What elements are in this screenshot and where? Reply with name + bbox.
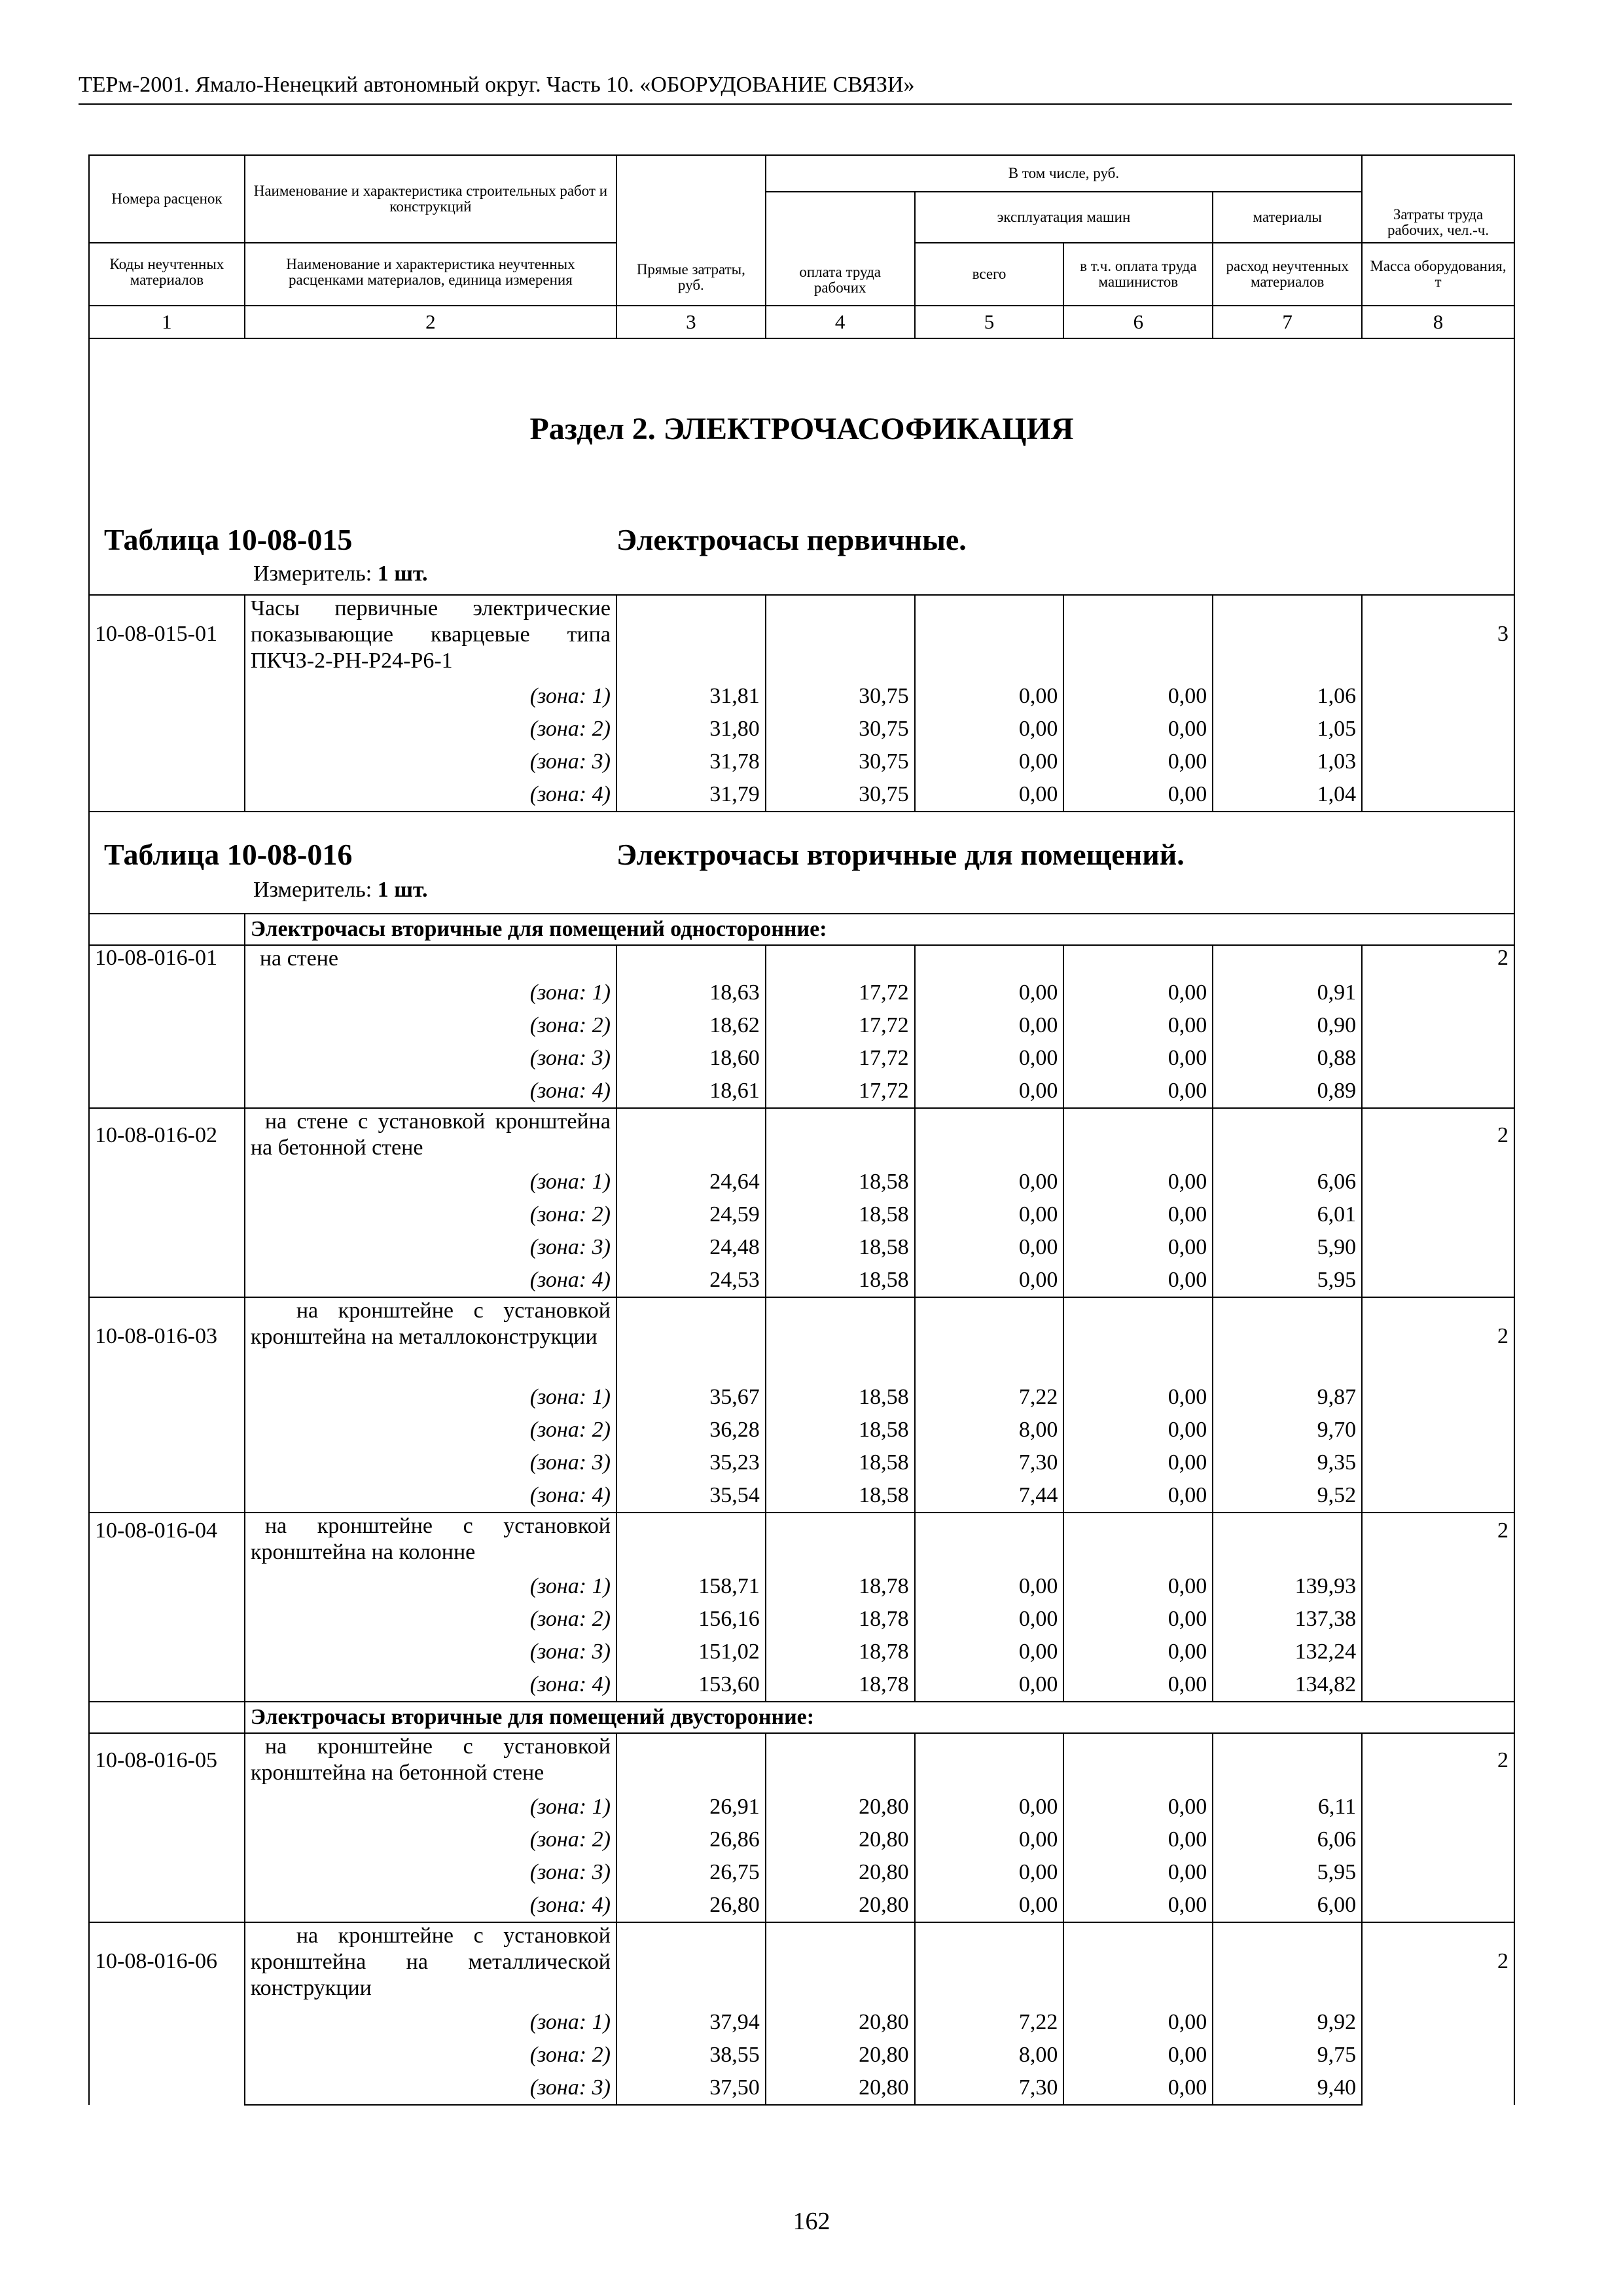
cell-c5: 0,00	[915, 1791, 1064, 1823]
table-name: Электрочасы вторичные для помещений.	[616, 838, 1185, 871]
cell-c3: 18,63	[616, 977, 766, 1009]
cell-c3: 26,86	[616, 1823, 766, 1856]
head-c2b: Наименование и характеристика неучтенных расценками материалов, единица измерения	[245, 243, 616, 306]
cell-c6: 0,00	[1063, 2072, 1213, 2105]
cell-c6: 0,00	[1063, 1446, 1213, 1479]
cell-c5: 7,22	[915, 1381, 1064, 1414]
head-c6: в т.ч. оплата труда машинистов	[1063, 243, 1213, 306]
cell-c5: 7,30	[915, 1446, 1064, 1479]
zone-label: (зона: 3)	[245, 745, 616, 778]
meter: Измеритель: 1 шт.	[253, 878, 428, 902]
zone-label: (зона: 2)	[245, 1823, 616, 1856]
cell-c7: 9,87	[1213, 1381, 1362, 1414]
meter: Измеритель: 1 шт.	[253, 562, 428, 586]
cell-c6: 0,00	[1063, 1889, 1213, 1922]
zone-label: (зона: 4)	[245, 778, 616, 812]
section-block	[89, 338, 1514, 595]
cell-c7: 9,92	[1213, 2006, 1362, 2039]
zone-label: (зона: 1)	[245, 680, 616, 713]
cell-c3: 156,16	[616, 1603, 766, 1636]
cell-c4: 18,58	[766, 1446, 915, 1479]
cell-c5: 0,00	[915, 1231, 1064, 1264]
cell-c6: 0,00	[1063, 1856, 1213, 1889]
zone-label: (зона: 2)	[245, 1414, 616, 1446]
rate-code: 10-08-016-05	[89, 1733, 245, 1922]
cell-c6: 0,00	[1063, 1636, 1213, 1668]
cell-c3: 26,80	[616, 1889, 766, 1922]
cell-c4: 20,80	[766, 1889, 915, 1922]
cell-c5: 0,00	[915, 1570, 1064, 1603]
cell-c3: 35,54	[616, 1479, 766, 1513]
cell-c5: 7,22	[915, 2006, 1064, 2039]
rate-mass: 2	[1362, 1513, 1514, 1702]
cell-c4: 17,72	[766, 1075, 915, 1108]
rate-code: 10-08-016-06	[89, 1922, 245, 2105]
cell-c5: 0,00	[915, 745, 1064, 778]
cell-c5: 7,30	[915, 2072, 1064, 2105]
cell-c7: 0,91	[1213, 977, 1362, 1009]
zone-label: (зона: 3)	[245, 1856, 616, 1889]
cell-c5: 0,00	[915, 1042, 1064, 1075]
head-c1b: Коды неучтенных материалов	[89, 243, 245, 306]
zone-label: (зона: 1)	[245, 977, 616, 1009]
rate-code: 10-08-016-04	[89, 1513, 245, 1702]
cell-c3: 18,62	[616, 1009, 766, 1042]
page-number: 162	[793, 2208, 830, 2235]
col-num: 7	[1213, 306, 1362, 338]
cell-c4: 30,75	[766, 778, 915, 812]
cell-c5: 0,00	[915, 1668, 1064, 1702]
cell-c5: 0,00	[915, 977, 1064, 1009]
cell-c5: 0,00	[915, 1264, 1064, 1297]
col-num: 6	[1063, 306, 1213, 338]
cell-c4: 18,58	[766, 1414, 915, 1446]
head-c2a: Наименование и характеристика строительных работ и конструкций	[245, 155, 616, 243]
cell-c4: 18,58	[766, 1166, 915, 1198]
cell-c5: 0,00	[915, 1166, 1064, 1198]
zone-label: (зона: 4)	[245, 1479, 616, 1513]
page-header: ТЕРм-2001. Ямало-Ненецкий автономный округ. Часть 10. «ОБОРУДОВАНИЕ СВЯЗИ»	[79, 71, 1512, 105]
cell-c6: 0,00	[1063, 1198, 1213, 1231]
cell-c3: 31,78	[616, 745, 766, 778]
cell-c6: 0,00	[1063, 1791, 1213, 1823]
rate-mass: 3	[1362, 595, 1514, 812]
cell-c7: 0,90	[1213, 1009, 1362, 1042]
head-c1a: Номера расценок	[89, 155, 245, 243]
rate-desc: Часы первичные электрические показывающие кварцевые типа ПКЧЗ-2-РН-Р24-Р6-1	[245, 595, 616, 680]
cell-c7: 5,95	[1213, 1856, 1362, 1889]
rates-table	[88, 154, 1515, 2106]
cell-c4: 30,75	[766, 680, 915, 713]
cell-c3: 18,61	[616, 1075, 766, 1108]
head-c8b: Масса оборудования, т	[1362, 243, 1514, 306]
cell-c4: 17,72	[766, 977, 915, 1009]
rate-desc: на кронштейне с установкой кронштейна на металлоконструкции	[245, 1297, 616, 1381]
cell-c3: 153,60	[616, 1668, 766, 1702]
cell-c4: 18,78	[766, 1636, 915, 1668]
col-num: 1	[89, 306, 245, 338]
cell-c3: 38,55	[616, 2039, 766, 2072]
cell-c5: 0,00	[915, 1823, 1064, 1856]
rate-desc: на стене	[245, 945, 616, 977]
cell-c6: 0,00	[1063, 1823, 1213, 1856]
cell-c5: 8,00	[915, 1414, 1064, 1446]
cell-c7: 0,88	[1213, 1042, 1362, 1075]
cell-c4: 20,80	[766, 1856, 915, 1889]
cell-c6: 0,00	[1063, 2006, 1213, 2039]
zone-label: (зона: 4)	[245, 1075, 616, 1108]
section-title: Раздел 2. ЭЛЕКТРОЧАСОФИКАЦИЯ	[529, 412, 1074, 446]
cell-c4: 18,58	[766, 1264, 915, 1297]
cell-c7: 9,75	[1213, 2039, 1362, 2072]
cell-c6: 0,00	[1063, 1603, 1213, 1636]
cell-c5: 0,00	[915, 680, 1064, 713]
cell-c3: 31,80	[616, 713, 766, 745]
cell-c6: 0,00	[1063, 680, 1213, 713]
cell-c5: 0,00	[915, 778, 1064, 812]
rate-mass: 2	[1362, 1297, 1514, 1513]
cell-c4: 20,80	[766, 2039, 915, 2072]
zone-label: (зона: 4)	[245, 1889, 616, 1922]
cell-c6: 0,00	[1063, 1042, 1213, 1075]
cell-c6: 0,00	[1063, 778, 1213, 812]
cell-c6: 0,00	[1063, 1414, 1213, 1446]
cell-c7: 6,11	[1213, 1791, 1362, 1823]
col-num: 4	[766, 306, 915, 338]
cell-c6: 0,00	[1063, 1166, 1213, 1198]
head-materials: материалы	[1213, 192, 1362, 243]
cell-c3: 31,81	[616, 680, 766, 713]
col-num: 8	[1362, 306, 1514, 338]
cell-c4: 18,58	[766, 1231, 915, 1264]
cell-c7: 6,00	[1213, 1889, 1362, 1922]
cell-c5: 0,00	[915, 1009, 1064, 1042]
cell-c4: 18,78	[766, 1668, 915, 1702]
cell-c5: 0,00	[915, 1889, 1064, 1922]
cell-c7: 6,06	[1213, 1823, 1362, 1856]
zone-label: (зона: 1)	[245, 1570, 616, 1603]
rate-code: 10-08-015-01	[89, 595, 245, 812]
zone-label: (зона: 3)	[245, 1042, 616, 1075]
zone-label: (зона: 2)	[245, 1198, 616, 1231]
rate-mass: 2	[1362, 1733, 1514, 1922]
col-num: 5	[915, 306, 1064, 338]
cell-c4: 18,58	[766, 1198, 915, 1231]
cell-c5: 7,44	[915, 1479, 1064, 1513]
rate-desc: на кронштейне с установкой кронштейна на бетонной стене	[245, 1733, 616, 1791]
rate-code: 10-08-016-02	[89, 1108, 245, 1297]
cell-c7: 5,95	[1213, 1264, 1362, 1297]
head-c3: Прямые затраты, руб.	[616, 155, 766, 306]
cell-c4: 17,72	[766, 1009, 915, 1042]
zone-label: (зона: 3)	[245, 1446, 616, 1479]
zone-label: (зона: 1)	[245, 1381, 616, 1414]
cell-c4: 17,72	[766, 1042, 915, 1075]
cell-c7: 134,82	[1213, 1668, 1362, 1702]
cell-c4: 20,80	[766, 2072, 915, 2105]
cell-c6: 0,00	[1063, 1231, 1213, 1264]
cell-c3: 24,48	[616, 1231, 766, 1264]
cell-c7: 6,01	[1213, 1198, 1362, 1231]
cell-c7: 137,38	[1213, 1603, 1362, 1636]
cell-c4: 18,78	[766, 1570, 915, 1603]
cell-c6: 0,00	[1063, 1264, 1213, 1297]
rate-mass: 2	[1362, 945, 1514, 1108]
cell-c5: 0,00	[915, 713, 1064, 745]
cell-c7: 1,03	[1213, 745, 1362, 778]
cell-c3: 36,28	[616, 1414, 766, 1446]
cell-c5: 0,00	[915, 1636, 1064, 1668]
cell-c3: 26,75	[616, 1856, 766, 1889]
table-block	[89, 812, 1514, 914]
col-num: 2	[245, 306, 616, 338]
rate-code: 10-08-016-01	[89, 945, 245, 1108]
cell-c6: 0,00	[1063, 977, 1213, 1009]
cell-c4: 18,58	[766, 1381, 915, 1414]
rate-desc: на кронштейне с установкой кронштейна на металлической конструкции	[245, 1922, 616, 2006]
cell-c3: 158,71	[616, 1570, 766, 1603]
zone-label: (зона: 2)	[245, 2039, 616, 2072]
cell-c4: 18,58	[766, 1479, 915, 1513]
cell-c7: 9,52	[1213, 1479, 1362, 1513]
head-incl: В том числе, руб.	[766, 155, 1362, 192]
cell-c7: 9,35	[1213, 1446, 1362, 1479]
cell-c3: 35,23	[616, 1446, 766, 1479]
cell-c6: 0,00	[1063, 713, 1213, 745]
cell-c4: 20,80	[766, 1791, 915, 1823]
table-title: Таблица 10-08-015	[104, 523, 353, 556]
cell-c6: 0,00	[1063, 1009, 1213, 1042]
head-c7: расход неучтенных материалов	[1213, 243, 1362, 306]
cell-c6: 0,00	[1063, 1668, 1213, 1702]
cell-c3: 37,50	[616, 2072, 766, 2105]
cell-c5: 0,00	[915, 1075, 1064, 1108]
table-name: Электрочасы первичные.	[616, 523, 967, 556]
cell-c7: 1,05	[1213, 713, 1362, 745]
rate-desc: на кронштейне с установкой кронштейна на колонне	[245, 1513, 616, 1570]
cell-c7: 0,89	[1213, 1075, 1362, 1108]
cell-c4: 20,80	[766, 1823, 915, 1856]
cell-c5: 8,00	[915, 2039, 1064, 2072]
cell-c7: 1,04	[1213, 778, 1362, 812]
cell-c6: 0,00	[1063, 1075, 1213, 1108]
rate-mass: 2	[1362, 1922, 1514, 2105]
zone-label: (зона: 2)	[245, 1009, 616, 1042]
rate-desc: на стене с установкой кронштейна на бетонной стене	[245, 1108, 616, 1166]
zone-label: (зона: 1)	[245, 1791, 616, 1823]
cell-c7: 132,24	[1213, 1636, 1362, 1668]
cell-c3: 151,02	[616, 1636, 766, 1668]
cell-c6: 0,00	[1063, 1381, 1213, 1414]
rate-mass: 2	[1362, 1108, 1514, 1297]
cell-c6: 0,00	[1063, 745, 1213, 778]
zone-label: (зона: 3)	[245, 1231, 616, 1264]
head-c4: оплата труда рабочих	[766, 192, 915, 306]
cell-c7: 1,06	[1213, 680, 1362, 713]
cell-c5: 0,00	[915, 1603, 1064, 1636]
cell-c7: 9,40	[1213, 2072, 1362, 2105]
cell-c3: 24,64	[616, 1166, 766, 1198]
head-machines: эксплуатация машин	[915, 192, 1213, 243]
zone-label: (зона: 1)	[245, 2006, 616, 2039]
head-c8a: Затраты труда рабочих, чел.-ч.	[1362, 155, 1514, 243]
zone-label: (зона: 3)	[245, 2072, 616, 2105]
cell-c4: 30,75	[766, 713, 915, 745]
zone-label: (зона: 2)	[245, 1603, 616, 1636]
rate-code: 10-08-016-03	[89, 1297, 245, 1513]
cell-c3: 37,94	[616, 2006, 766, 2039]
cell-c7: 9,70	[1213, 1414, 1362, 1446]
cell-c6: 0,00	[1063, 1479, 1213, 1513]
cell-c3: 35,67	[616, 1381, 766, 1414]
table-title: Таблица 10-08-016	[104, 838, 353, 871]
cell-c6: 0,00	[1063, 2039, 1213, 2072]
cell-c4: 20,80	[766, 2006, 915, 2039]
cell-c6: 0,00	[1063, 1570, 1213, 1603]
cell-c3: 18,60	[616, 1042, 766, 1075]
zone-label: (зона: 4)	[245, 1264, 616, 1297]
zone-label: (зона: 1)	[245, 1166, 616, 1198]
cell-c3: 24,59	[616, 1198, 766, 1231]
cell-c4: 30,75	[766, 745, 915, 778]
zone-label: (зона: 2)	[245, 713, 616, 745]
col-num: 3	[616, 306, 766, 338]
cell-c4: 18,78	[766, 1603, 915, 1636]
group-title: Электрочасы вторичные для помещений односторонние:	[245, 914, 1514, 945]
cell-c7: 6,06	[1213, 1166, 1362, 1198]
cell-c7: 5,90	[1213, 1231, 1362, 1264]
head-c5: всего	[915, 243, 1064, 306]
cell-c3: 31,79	[616, 778, 766, 812]
zone-label: (зона: 3)	[245, 1636, 616, 1668]
group-title: Электрочасы вторичные для помещений двусторонние:	[245, 1702, 1514, 1733]
cell-c3: 24,53	[616, 1264, 766, 1297]
cell-c5: 0,00	[915, 1856, 1064, 1889]
cell-c5: 0,00	[915, 1198, 1064, 1231]
cell-c7: 139,93	[1213, 1570, 1362, 1603]
zone-label: (зона: 4)	[245, 1668, 616, 1702]
cell-c3: 26,91	[616, 1791, 766, 1823]
